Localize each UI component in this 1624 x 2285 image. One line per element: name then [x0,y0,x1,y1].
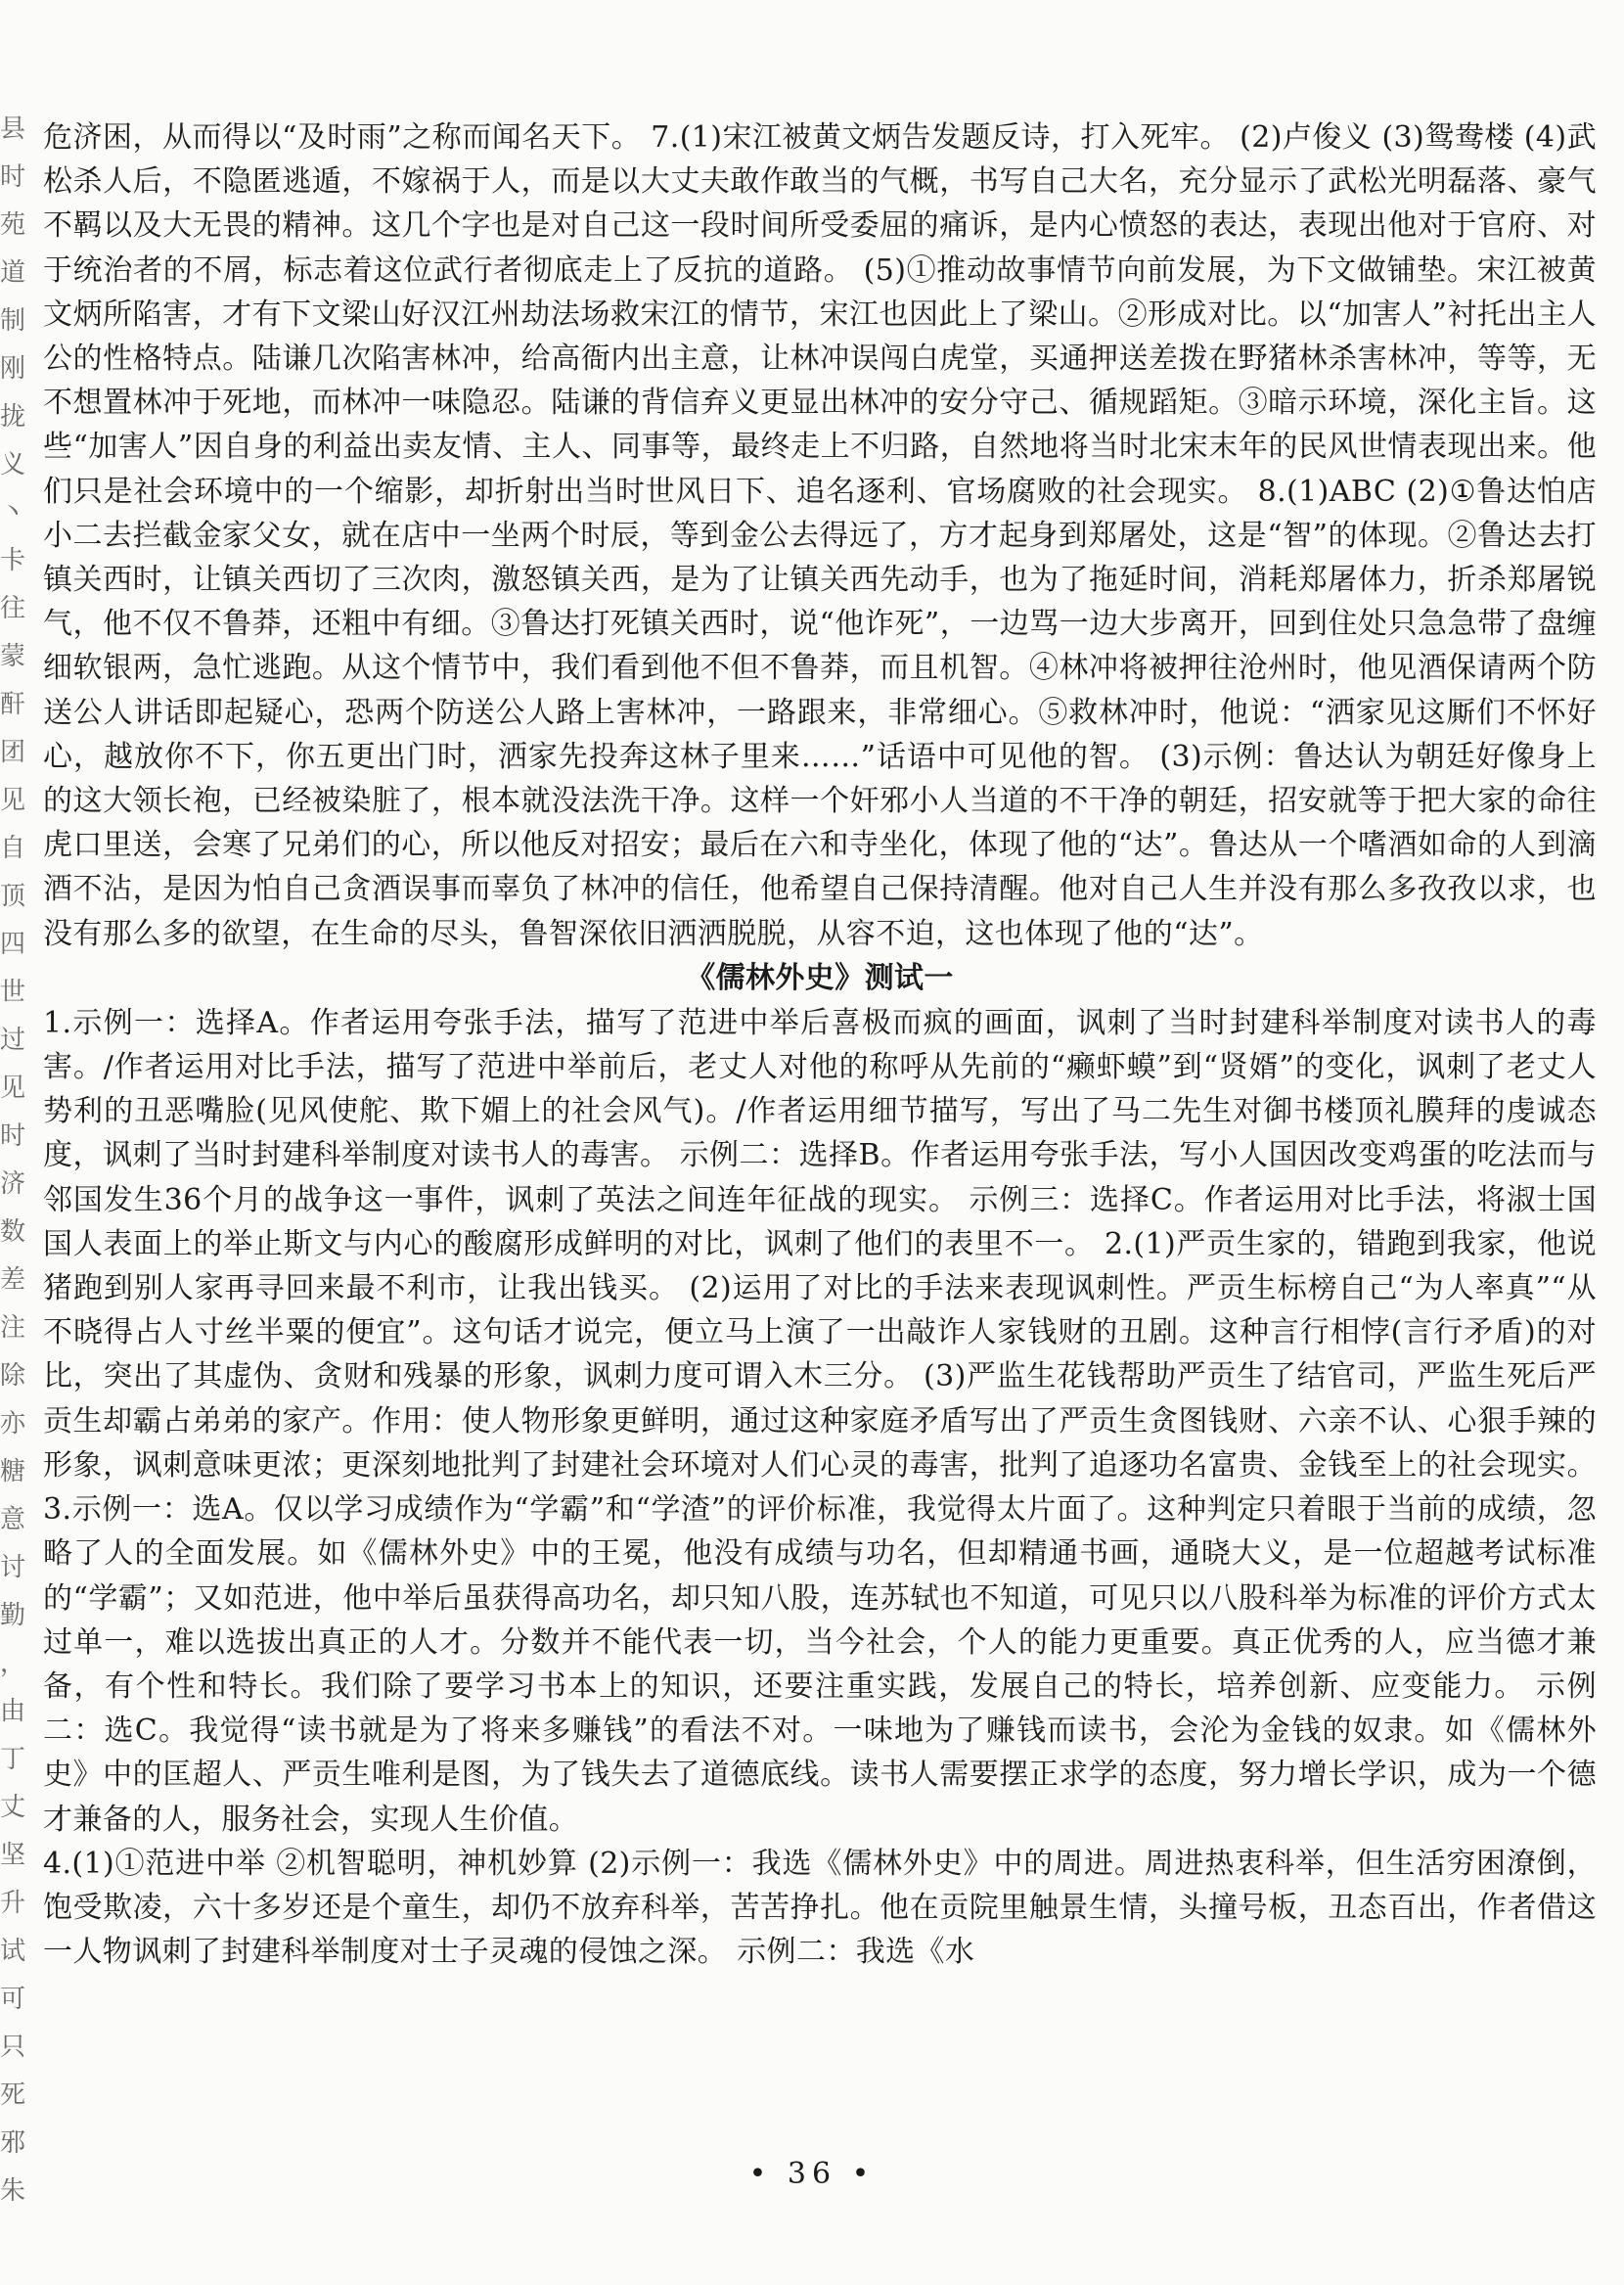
paragraph-answers-shuihu: 危济困，从而得以“及时雨”之称而闻名天下。 7.(1)宋江被黄文炳告发题反诗，打入死牢。 (2)卢俊义 (3)鸳鸯楼 (4)武松杀人后，不隐匿逃遁，不嫁祸于人，而是以大丈夫敢作敢当的气概，书写自己大名，充分显示了武松光明磊落、豪气不羁以及大无畏的精神。这几个字也是对自己这一段时间所受委屈的痛诉，是内心愤怒的表达，表现出他对于官府、对于统治者的不屑，标志着这位武行者彻底走上了反抗的道路。 (5)①推动故事情节向前发展，为下文做铺垫。宋江被黄文炳所陷害，才有下文梁山好汉江州劫法场救宋江的情节，宋江也因此上了梁山。②形成对比。以“加害人”衬托出主人公的性格特点。陆谦几次陷害林冲，给高衙内出主意，让林冲误闯白虎堂，买通押送差拨在野猪林杀害林冲，等等，无不想置林冲于死地，而林冲一味隐忍。陆谦的背信弃义更显出林冲的安分守己、循规蹈矩。③暗示环境，深化主旨。这些“加害人”因自身的利益出卖友情、主人、同事等，最终走上不归路，自然地将当时北宋末年的民风世情表现出来。他们只是社会环境中的一个缩影，却折射出当时世风日下、追名逐利、官场腐败的社会现实。 8.(1)ABC (2)①鲁达怕店小二去拦截金家父女，就在店中一坐两个时辰，等到金公去得远了，方才起身到郑屠处，这是“智”的体现。②鲁达去打镇关西时，让镇关西切了三次肉，激怒镇关西，是为了让镇关西先动手，也为了拖延时间，消耗郑屠体力，折杀郑屠锐气，他不仅不鲁莽，还粗中有细。③鲁达打死镇关西时，说“他诈死”，一边骂一边大步离开，回到住处只急急带了盘缠细软银两，急忙逃跑。从这个情节中，我们看到他不但不鲁莽，而且机智。④林冲将被押往沧州时，他见酒保请两个防送公人讲话即起疑心，恐两个防送公人路上害林冲，一路跟来，非常细心。⑤救林冲时，他说：“洒家见这厮们不怀好心，越放你不下，你五更出门时，洒家先投奔这林子里来……”话语中可见他的智。 (3)示例：鲁达认为朝廷好像身上的这大领长袍，已经被染脏了，根本就没法洗干净。这样一个奸邪小人当道的不干净的朝廷，招安就等于把大家的命往虎口里送，会寒了兄弟们的心，所以他反对招安；最后在六和寺坐化，体现了他的“达”。鲁达从一个嗜酒如命的人到滴酒不沾，是因为怕自己贪酒误事而辜负了林冲的信任，他希望自己保持清醒。他对自己人生并没有那么多孜孜以求，也没有那么多的欲望，在生命的尽头，鲁智深依旧洒洒脱脱，从容不迫，这也体现了他的“达”。 [43,120,1597,951]
left-margin-bleed [0,106,26,2206]
section-title: 《儒林外史》测试一 [686,960,954,995]
paragraph-answers-rulin: 1.示例一：选择A。作者运用夸张手法，描写了范进中举后喜极而疯的画面，讽刺了当时封建科举制度对读书人的毒害。/作者运用对比手法，描写了范进中举前后，老丈人对他的称呼从先前的“癞虾蟆”到“贤婿”的变化，讽刺了老丈人势利的丑恶嘴脸(见风使舵、欺下媚上的社会风气)。/作者运用细节描写，写出了马二先生对御书楼顶礼膜拜的虔诚态度，讽刺了当时封建科举制度对读书人的毒害。 示例二：选择B。作者运用夸张手法，写小人国因改变鸡蛋的吃法而与邻国发生36个月的战争这一事件，讽刺了英法之间连年征战的现实。 示例三：选择C。作者运用对比手法，将淑士国国人表面上的举止斯文与内心的酸腐形成鲜明的对比，讽刺了他们的表里不一。 2.(1)严贡生家的，错跑到我家，他说猪跑到别人家再寻回来最不利市，让我出钱买。 (2)运用了对比的手法来表现讽刺性。严贡生标榜自己“为人率真”“从不晓得占人寸丝半粟的便宜”。这句话才说完，便立马上演了一出敲诈人家钱财的丑剧。这种言行相悖(言行矛盾)的对比，突出了其虚伪、贪财和残暴的形象，讽刺力度可谓入木三分。 (3)严监生花钱帮助严贡生了结官司，严监生死后严贡生却霸占弟弟的家产。作用：使人物形象更鲜明，通过这种家庭矛盾写出了严贡生贪图钱财、六亲不认、心狠手辣的形象，讽刺意味更浓；更深刻地批判了封建社会环境对人们心灵的毒害，批判了追逐功名富贵、金钱至上的社会现实。 3.示例一：选A。仅以学习成绩作为“学霸”和“学渣”的评价标准，我觉得太片面了。这种判定只着眼于当前的成绩，忽略了人的全面发展。如《儒林外史》中的王冕，他没有成绩与功名，但却精通书画，通晓大义，是一位超越考试标准的“学霸”；又如范进，他中举后虽获得高功名，却只知八股，连苏轼也不知道，可见只以八股科举为标准的评价方式太过单一，难以选拔出真正的人才。分数并不能代表一切，当今社会，个人的能力更重要。真正优秀的人，应当德才兼备，有个性和特长。我们除了要学习书本上的知识，还要注重实践，发展自己的特长，培养创新、应变能力。 示例二：选C。我觉得“读书就是为了将来多赚钱”的看法不对。一味地为了赚钱而读书，会沦为金钱的奴隶。如《儒林外史》中的匡超人、严贡生唯利是图，为了钱失去了道德底线。读书人需要摆正求学的态度，努力增长学识，成为一个德才兼备的人，服务社会，实现人生价值。 [43,1005,1597,1837]
page-number: • 36 • [748,2157,876,2191]
paragraph-answers-q4: 4.(1)①范进中举 ②机智聪明，神机妙算 (2)示例一：我选《儒林外史》中的周进。周进热衷科举，但生活穷困潦倒，饱受欺凌，六十多岁还是个童生，却仍不放弃科举，苦苦挣扎。他在贡院里触景生情，头撞号板，丑态百出，作者借这一人物讽刺了封建科举制度对士子灵魂的侵蚀之深。 示例二：我选《水 [43,1846,1597,1970]
margin-text: 县时苑道制刚拢义丶卡往 蒙酐 团见自顶四世过见时济数差注除亦糖意讨勤 ，由丁 丈 坚升 试可 只死邪 朱 [0,114,26,2206]
answer-content [43,115,1597,1974]
